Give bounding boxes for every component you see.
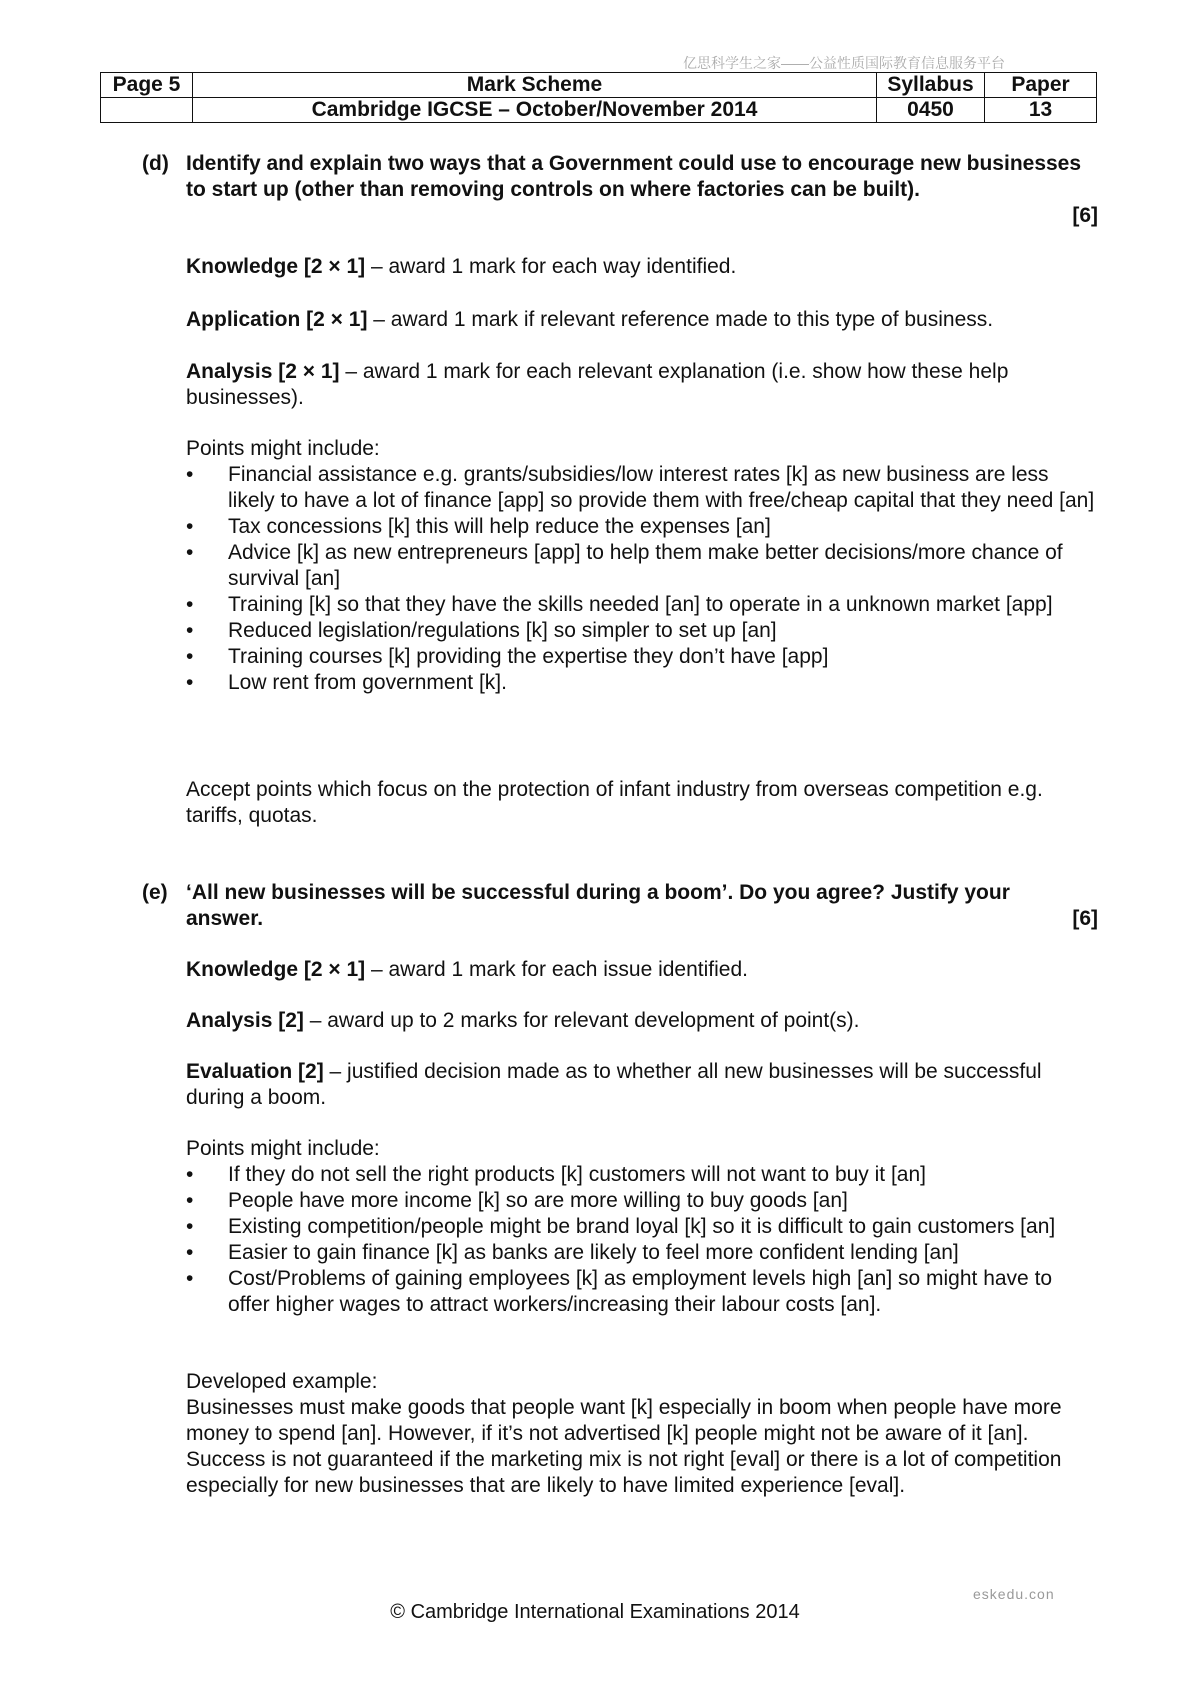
- question-d-marks: [6]: [1072, 204, 1098, 227]
- list-item: • Cost/Problems of gaining employees [k] as employment levels high [an] so might have to offer higher wages to attract workers/increasing their labour costs [an].: [186, 1266, 1098, 1318]
- header-table: [100, 72, 1097, 123]
- question-e-developed-example: [186, 1369, 1098, 1499]
- list-item: • Training courses [k] providing the expertise they don’t have [app]: [186, 644, 1098, 670]
- points-intro: Points might include:: [186, 1137, 380, 1160]
- question-e-text: [186, 880, 1098, 932]
- knowledge-label: Knowledge [2 × 1]: [186, 255, 366, 278]
- syllabus-value: 0450: [877, 98, 985, 123]
- question-e-points: [186, 1136, 1098, 1318]
- application-label: Application [2 × 1]: [186, 308, 368, 331]
- analysis-label: Analysis [2]: [186, 1009, 304, 1032]
- question-d-points: [186, 436, 1098, 696]
- points-list: [186, 1162, 1098, 1318]
- developed-label: Developed example:: [186, 1370, 378, 1393]
- question-d-analysis: [186, 359, 1098, 411]
- list-item: • Existing competition/people might be brand loyal [k] so it is difficult to gain customers [an]: [186, 1214, 1098, 1240]
- question-e-evaluation: [186, 1059, 1098, 1111]
- knowledge-text: – award 1 mark for each way identified.: [365, 255, 737, 278]
- list-item: • Easier to gain finance [k] as banks are likely to feel more confident lending [an]: [186, 1240, 1098, 1266]
- evaluation-text: – justified decision made as to whether all new businesses will be successful during a boom.: [186, 1060, 1042, 1109]
- syllabus-label: Syllabus: [877, 73, 985, 98]
- question-e-line2: [186, 906, 1098, 932]
- question-e-marks: [6]: [1072, 907, 1098, 930]
- analysis-text: – award 1 mark for each relevant explanation (i.e. show how these help businesses).: [186, 360, 1009, 409]
- question-e-prompt-end: answer.: [186, 907, 264, 930]
- list-item: • If they do not sell the right products [k] customers will not want to buy it [an]: [186, 1162, 1098, 1188]
- footer-copyright: © Cambridge International Examinations 2014: [390, 1601, 800, 1623]
- knowledge-text: – award 1 mark for each issue identified.: [365, 958, 748, 981]
- page-number: Page 5: [101, 73, 193, 98]
- knowledge-label: Knowledge [2 × 1]: [186, 958, 366, 981]
- footer-logo-text: eskedu.con: [973, 1586, 1055, 1602]
- list-item: • Training [k] so that they have the skills needed [an] to operate in a unknown market [app]: [186, 592, 1098, 618]
- watermark-text: 亿思科学生之家——公益性质国际教育信息服务平台: [683, 55, 1005, 71]
- developed-text: Businesses must make goods that people want [k] especially in boom when people have more money to spend [an]. However, if it’s not advertised [k] people might not be aware of it [an]. Success is not guaranteed if the marketing mix is not right [eval] or there is a lot of competition especially for new businesses that are likely to have limited experience [eval].: [186, 1396, 1062, 1497]
- question-d-application: [186, 307, 1098, 333]
- analysis-text: – award up to 2 marks for relevant development of point(s).: [303, 1009, 860, 1032]
- application-text: – award 1 mark if relevant reference made to this type of business.: [367, 308, 994, 331]
- question-e-analysis: [186, 1008, 1098, 1034]
- question-d-prompt: Identify and explain two ways that a Government could use to encourage new businesses to start up (other than removing controls on where factories can be built).: [186, 152, 1082, 201]
- analysis-label: Analysis [2 × 1]: [186, 360, 340, 383]
- list-item: • Financial assistance e.g. grants/subsidies/low interest rates [k] as new business are less likely to have a lot of finance [app] so provide them with free/cheap capital that they need [an]: [186, 462, 1098, 514]
- paper-label: Paper: [985, 73, 1097, 98]
- empty-cell: [101, 98, 193, 123]
- question-d-number: (d): [142, 152, 169, 175]
- document-subtitle: Cambridge IGCSE – October/November 2014: [193, 98, 877, 123]
- question-e-number: (e): [142, 881, 168, 904]
- list-item: • Low rent from government [k].: [186, 670, 1098, 696]
- question-d-knowledge: [186, 254, 1098, 280]
- evaluation-label: Evaluation [2]: [186, 1060, 324, 1083]
- points-list: [186, 462, 1098, 696]
- question-d-text: [186, 151, 1098, 229]
- list-item: • Reduced legislation/regulations [k] so simpler to set up [an]: [186, 618, 1098, 644]
- list-item: • Advice [k] as new entrepreneurs [app] to help them make better decisions/more chance of survival [an]: [186, 540, 1098, 592]
- list-item: • Tax concessions [k] this will help reduce the expenses [an]: [186, 514, 1098, 540]
- question-d-accept-note: Accept points which focus on the protection of infant industry from overseas competition e.g. tariffs, quotas.: [186, 778, 1043, 827]
- paper-value: 13: [985, 98, 1097, 123]
- points-intro: Points might include:: [186, 437, 380, 460]
- document-title: Mark Scheme: [193, 73, 877, 98]
- list-item: • People have more income [k] so are more willing to buy goods [an]: [186, 1188, 1098, 1214]
- question-e-knowledge: [186, 957, 1098, 983]
- question-e-prompt: ‘All new businesses will be successful during a boom’. Do you agree? Justify your: [186, 881, 1010, 904]
